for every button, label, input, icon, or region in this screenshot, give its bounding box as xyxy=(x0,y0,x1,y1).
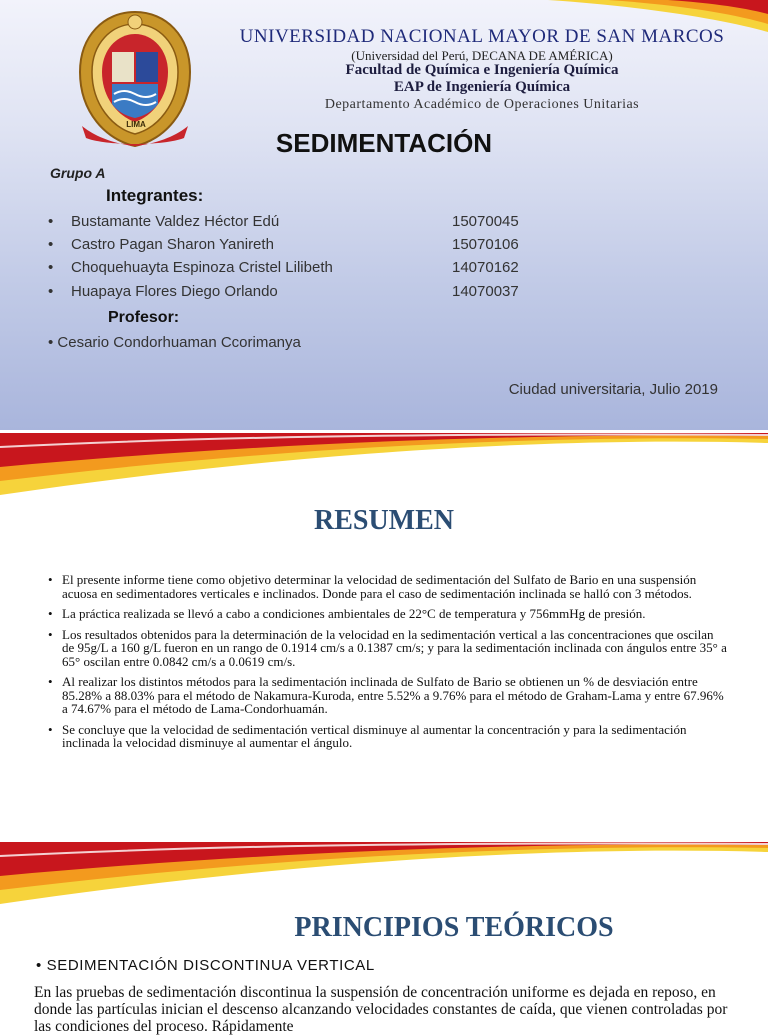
resumen-title: RESUMEN xyxy=(313,505,454,536)
member-name: Bustamante Valdez Héctor Edú xyxy=(71,213,280,230)
swoosh-banner-decoration xyxy=(0,842,768,912)
university-subtitle: (Universidad del Perú, DECANA DE AMÉRICA) xyxy=(351,48,613,63)
cover-slide xyxy=(0,0,768,430)
principios-slide xyxy=(0,842,768,1035)
school-name: EAP de Ingeniería Química xyxy=(393,79,571,95)
member-code: 14070037 xyxy=(452,283,519,300)
swoosh-banner-decoration xyxy=(0,433,768,503)
cover-title: SEDIMENTACIÓN xyxy=(275,128,493,158)
group-label: Grupo A xyxy=(50,165,106,181)
resumen-slide xyxy=(0,433,768,839)
resumen-list xyxy=(48,573,728,757)
member-code: 14070162 xyxy=(452,259,519,276)
place-date: Ciudad universitaria, Julio 2019 xyxy=(508,381,718,398)
bullet: • xyxy=(48,283,54,300)
university-name: UNIVERSIDAD NACIONAL MAYOR DE SAN MARCOS xyxy=(239,26,725,47)
member-name: Choquehuayta Espinoza Cristel Lilibeth xyxy=(71,259,333,276)
member-name: Castro Pagan Sharon Yanireth xyxy=(71,236,274,253)
member-code: 15070106 xyxy=(452,236,519,253)
faculty-name: Facultad de Química e Ingeniería Química xyxy=(345,62,619,78)
professor-name: • Cesario Condorhuaman Ccorimanya xyxy=(48,334,301,351)
bullet: • xyxy=(48,259,54,276)
bullet: • xyxy=(48,236,54,253)
members-heading: Integrantes: xyxy=(106,186,204,205)
principios-subtitle: • SEDIMENTACIÓN DISCONTINUA VERTICAL xyxy=(36,957,375,974)
list-item: • Los resultados obtenidos para la determinación de la velocidad en la sedimentación vertical a las concentraciones que oscilan de 95g/L a 160 g/L fueron en un rango de 0.1914 cm/s a 0.1387 cm/s; y para la sedimentación inclinada con ángulos entre 35° a 65° oscilan entre 0.0842 cm/s a 0.0619 cm/s. xyxy=(48,628,728,669)
member-code: 15070045 xyxy=(452,213,519,230)
professor-heading: Profesor: xyxy=(108,309,180,326)
principios-title: PRINCIPIOS TEÓRICOS xyxy=(294,912,614,943)
list-item: • La práctica realizada se llevó a cabo a condiciones ambientales de 22°C de temperatura y 756mmHg de presión. xyxy=(48,607,728,621)
principios-paragraph: En las pruebas de sedimentación discontinua la suspensión de concentración uniforme es dejada en reposo, en donde las partículas inician el descenso alcanzando velocidades constantes de caída, que vienen controladas por las condiciones del proceso. Rápidamente xyxy=(34,984,728,1035)
list-item: • El presente informe tiene como objetivo determinar la velocidad de sedimentación del Sulfato de Bario en una suspensión acuosa en sedimentadores verticales e inclinados. Donde para el caso de sedimentación inclinada se halló con 3 métodos. xyxy=(48,573,728,600)
bullet: • xyxy=(48,213,54,230)
department-name: Departamento Académico de Operaciones Unitarias xyxy=(324,97,640,112)
list-item: • Se concluye que la velocidad de sedimentación vertical disminuye al aumentar la concentración y para la sedimentación inclinada la velocidad disminuye al aumentar el ángulo. xyxy=(48,723,728,750)
list-item: • Al realizar los distintos métodos para la sedimentación inclinada de Sulfato de Bario se obtienen un % de desviación entre 85.28% a 88.03% para el método de Nakamura-Kuroda, entre 5.52% a 9.76% para el método de Graham-Lama y entre 67.96% a 74.67% para el método de Lama-Condorhuamán. xyxy=(48,675,728,716)
member-name: Huapaya Flores Diego Orlando xyxy=(71,283,278,300)
seal-lettering: LIMA xyxy=(126,120,146,129)
